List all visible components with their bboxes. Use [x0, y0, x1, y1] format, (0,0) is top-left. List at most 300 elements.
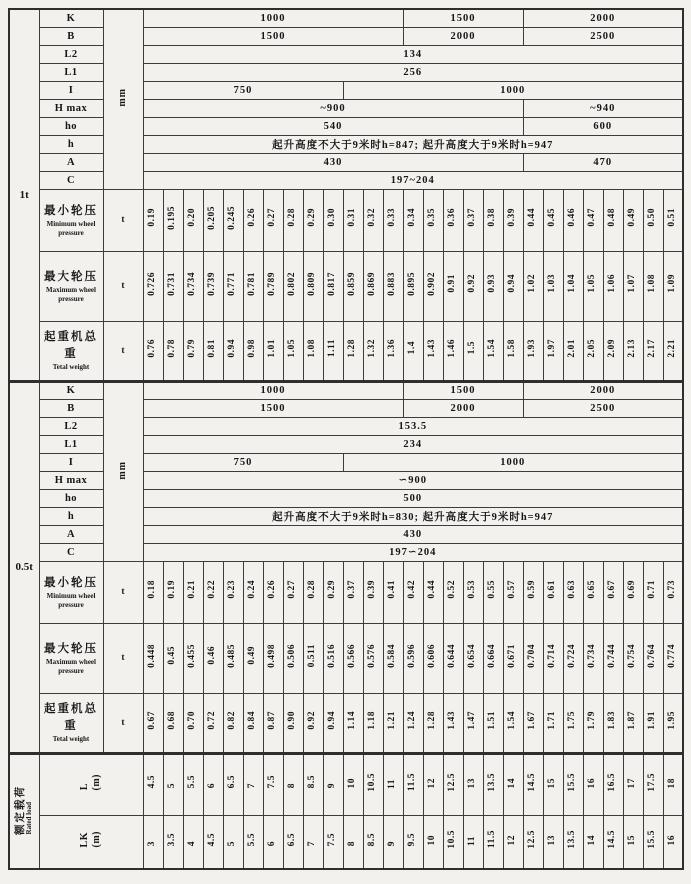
rotated-text: 0.22 — [207, 580, 218, 599]
row-label-en: Minimum wheel pressure — [46, 219, 96, 237]
rotated-text: 15.5 — [567, 772, 578, 792]
unit-t-cell: t — [103, 321, 143, 381]
value-cell — [303, 189, 323, 251]
rotated-text: L — [79, 783, 90, 791]
rotated-text: 0.26 — [267, 580, 278, 599]
span-value-cell — [543, 815, 563, 869]
value-cell — [463, 189, 483, 251]
value-cell — [203, 693, 223, 753]
rotated-text: 0.82 — [227, 710, 238, 730]
rotated-text: 0.809 — [307, 271, 318, 296]
dim-value-cell: 1000 — [343, 81, 683, 99]
value-cell — [443, 189, 463, 251]
row-label-zh: 最大轮压 — [44, 270, 98, 283]
value-cell — [443, 693, 463, 753]
param-label: ho — [39, 489, 103, 507]
rotated-text: 10 — [427, 835, 438, 846]
rotated-text: 0.37 — [347, 580, 358, 599]
dim-value-cell: 起升高度不大于9米时h=847; 起升高度大于9米时h=947 — [143, 135, 683, 153]
rotated-text: 1.58 — [507, 338, 518, 358]
value-cell — [583, 251, 603, 321]
value-cell — [343, 189, 363, 251]
value-cell — [163, 321, 183, 381]
dim-value-cell: 197∽204 — [143, 543, 683, 561]
rotated-text: 0.44 — [527, 208, 538, 227]
pressure-row-label — [39, 321, 103, 381]
rotated-text: 0.52 — [447, 580, 458, 599]
value-cell — [543, 189, 563, 251]
span-value-cell — [183, 815, 203, 869]
value-cell — [303, 561, 323, 623]
value-cell — [343, 561, 363, 623]
rotated-text: 1.75 — [567, 710, 578, 730]
rotated-text: 1.47 — [467, 710, 478, 730]
value-cell — [503, 321, 523, 381]
span-value-cell — [163, 753, 183, 815]
rotated-text: 0.28 — [307, 580, 318, 599]
row-label-en: Minimum wheel pressure — [46, 591, 96, 609]
rotated-text: 0.33 — [387, 208, 398, 227]
rotated-text: 0.455 — [187, 643, 198, 668]
rotated-text: 1.32 — [367, 338, 378, 358]
param-label: B — [39, 27, 103, 45]
value-cell — [483, 561, 503, 623]
param-label: L1 — [39, 63, 103, 81]
dim-value-cell: 153.5 — [143, 417, 683, 435]
value-cell — [583, 693, 603, 753]
rotated-text: 0.63 — [567, 580, 578, 599]
rotated-text: 1.91 — [647, 710, 658, 730]
rotated-text: 0.39 — [507, 208, 518, 227]
value-cell — [223, 561, 243, 623]
value-cell — [303, 251, 323, 321]
value-cell — [343, 251, 363, 321]
rotated-text: 0.19 — [167, 580, 178, 599]
rotated-text: 1.95 — [667, 710, 678, 730]
rotated-text: 16 — [667, 835, 678, 846]
rotated-text: 0.39 — [367, 580, 378, 599]
span-value-cell — [503, 753, 523, 815]
rotated-text: 4 — [187, 840, 198, 846]
rotated-text: 12.5 — [447, 772, 458, 792]
span-value-cell — [583, 753, 603, 815]
dim-value-cell: 197~204 — [143, 171, 683, 189]
rotated-text: 0.448 — [147, 643, 158, 668]
span-value-cell — [303, 753, 323, 815]
rotated-text: 0.94 — [507, 274, 518, 293]
rotated-text: 16.5 — [607, 772, 618, 792]
value-cell — [643, 189, 663, 251]
span-value-cell — [363, 815, 383, 869]
rotated-text: 10.5 — [447, 829, 458, 849]
rotated-text: (m) — [91, 831, 102, 848]
value-cell — [283, 561, 303, 623]
rotated-text: 1.05 — [287, 338, 298, 358]
value-cell — [403, 321, 423, 381]
value-cell — [543, 623, 563, 693]
value-cell — [483, 189, 503, 251]
value-cell — [203, 251, 223, 321]
value-cell — [423, 251, 443, 321]
param-label: h — [39, 507, 103, 525]
value-cell — [603, 693, 623, 753]
dim-value-cell: 1500 — [143, 27, 403, 45]
value-cell — [663, 251, 683, 321]
value-cell — [383, 189, 403, 251]
value-cell — [483, 623, 503, 693]
value-cell — [563, 623, 583, 693]
span-value-cell — [503, 815, 523, 869]
rotated-text: 11.5 — [487, 830, 498, 849]
span-value-cell — [283, 815, 303, 869]
span-value-cell — [223, 753, 243, 815]
rotated-text: 11.5 — [407, 772, 418, 792]
span-value-cell — [603, 753, 623, 815]
dim-value-cell: 1000 — [343, 453, 683, 471]
rotated-text: 1.36 — [387, 338, 398, 358]
span-value-cell — [343, 815, 363, 869]
rotated-text: 1.05 — [587, 274, 598, 293]
value-cell — [523, 623, 543, 693]
rotated-text: 10 — [347, 778, 358, 789]
rotated-text: 1.08 — [307, 338, 318, 358]
param-label: h — [39, 135, 103, 153]
value-cell — [143, 321, 163, 381]
value-cell — [523, 561, 543, 623]
unit-t-cell: t — [103, 623, 143, 693]
rotated-text: 1.21 — [387, 710, 398, 730]
param-label: I — [39, 453, 103, 471]
dim-value-cell: 234 — [143, 435, 683, 453]
crane-spec-table — [8, 8, 684, 870]
value-cell — [583, 189, 603, 251]
rotated-text: 0.195 — [167, 205, 178, 230]
row-label-zh: 最小轮压 — [44, 576, 98, 589]
param-label: A — [39, 153, 103, 171]
unit-t-cell: t — [103, 189, 143, 251]
value-cell — [283, 693, 303, 753]
rotated-text: 5 — [167, 783, 178, 789]
rotated-text: (m) — [91, 773, 102, 791]
rotated-text: 0.29 — [307, 208, 318, 227]
rotated-text: 5 — [227, 840, 238, 846]
rotated-text: 13.5 — [487, 772, 498, 792]
value-cell — [503, 693, 523, 753]
value-cell — [463, 693, 483, 753]
span-value-cell — [663, 815, 683, 869]
rotated-text: 7 — [247, 783, 258, 789]
dim-value-cell: 2000 — [403, 27, 523, 45]
rotated-text: 1.04 — [567, 274, 578, 293]
param-label: L1 — [39, 435, 103, 453]
rotated-text: 1.06 — [607, 274, 618, 293]
value-cell — [323, 561, 343, 623]
rotated-text: 2.17 — [647, 338, 658, 358]
rotated-text: 8.5 — [367, 832, 378, 846]
value-cell — [623, 693, 643, 753]
span-value-cell — [263, 815, 283, 869]
rotated-text: 1.54 — [487, 338, 498, 358]
dim-value-cell: 1500 — [403, 9, 523, 27]
value-cell — [143, 693, 163, 753]
rotated-text: 4.5 — [207, 832, 218, 846]
group-label: 1t — [9, 9, 39, 381]
value-cell — [483, 693, 503, 753]
span-value-cell — [563, 815, 583, 869]
span-value-cell — [243, 815, 263, 869]
rotated-text: 0.79 — [187, 338, 198, 358]
value-cell — [183, 693, 203, 753]
value-cell — [143, 189, 163, 251]
rotated-text: 14.5 — [607, 829, 618, 849]
span-value-cell — [643, 815, 663, 869]
rotated-text: 0.78 — [167, 338, 178, 358]
value-cell — [263, 693, 283, 753]
value-cell — [603, 321, 623, 381]
dim-value-cell: 750 — [143, 81, 343, 99]
value-cell — [223, 189, 243, 251]
rotated-text: 0.46 — [207, 646, 218, 665]
unit-t-cell: t — [103, 251, 143, 321]
value-cell — [283, 189, 303, 251]
param-label: L2 — [39, 45, 103, 63]
rotated-text: 0.781 — [247, 271, 258, 296]
value-cell — [643, 251, 663, 321]
rotated-text: 0.516 — [327, 643, 338, 668]
value-cell — [403, 189, 423, 251]
value-cell — [163, 623, 183, 693]
value-cell — [403, 623, 423, 693]
rotated-text: 0.654 — [467, 643, 478, 668]
dim-value-cell: 2500 — [523, 399, 683, 417]
value-cell — [203, 321, 223, 381]
rotated-text: 0.26 — [247, 208, 258, 227]
unit-mm-cell — [103, 9, 143, 189]
span-value-cell — [203, 815, 223, 869]
value-cell — [403, 561, 423, 623]
rotated-text: 3 — [147, 840, 158, 846]
rotated-text: 0.37 — [467, 208, 478, 227]
value-cell — [263, 251, 283, 321]
rotated-text: 1.87 — [627, 710, 638, 730]
rotated-text: 1.18 — [367, 710, 378, 730]
span-value-cell — [383, 753, 403, 815]
value-cell — [183, 321, 203, 381]
rotated-text: 2.21 — [667, 338, 678, 358]
dim-value-cell: 2000 — [403, 399, 523, 417]
dim-value-cell: 430 — [143, 525, 683, 543]
rotated-text: 3.5 — [167, 832, 178, 846]
rotated-text: 0.98 — [247, 338, 258, 358]
rotated-text: 0.739 — [207, 271, 218, 296]
value-cell — [623, 561, 643, 623]
value-cell — [263, 561, 283, 623]
rotated-text: 18 — [667, 778, 678, 789]
rotated-text: Rated load — [25, 802, 33, 835]
value-cell — [323, 693, 343, 753]
value-cell — [563, 561, 583, 623]
span-row-label — [39, 753, 143, 815]
value-cell — [363, 693, 383, 753]
rotated-text: 2.05 — [587, 338, 598, 358]
value-cell — [603, 623, 623, 693]
rotated-text: 1.01 — [267, 338, 278, 358]
rated-load-label — [9, 753, 39, 869]
rotated-text: 1.46 — [447, 338, 458, 358]
rotated-text: 9.5 — [407, 832, 418, 846]
rotated-text: 0.87 — [267, 710, 278, 730]
param-label: H max — [39, 471, 103, 489]
dim-value-cell: 1000 — [143, 9, 403, 27]
rotated-text: 0.91 — [447, 274, 458, 293]
span-value-cell — [143, 815, 163, 869]
rotated-text: 0.27 — [287, 580, 298, 599]
value-cell — [643, 693, 663, 753]
rotated-text: 0.57 — [507, 580, 518, 599]
row-label-zh: 最小轮压 — [44, 204, 98, 217]
rotated-text: 0.485 — [227, 643, 238, 668]
value-cell — [303, 693, 323, 753]
rotated-text: 0.90 — [287, 710, 298, 730]
value-cell — [323, 251, 343, 321]
rotated-text: 0.30 — [327, 208, 338, 227]
rotated-text: 15 — [627, 835, 638, 846]
rotated-text: 1.14 — [347, 710, 358, 730]
value-cell — [143, 251, 163, 321]
rotated-text: 7 — [307, 840, 318, 846]
rotated-text: 1.03 — [547, 274, 558, 293]
rotated-text: 1.43 — [427, 338, 438, 358]
span-value-cell — [423, 815, 443, 869]
value-cell — [423, 321, 443, 381]
rotated-text: 1.51 — [487, 710, 498, 730]
span-value-cell — [203, 753, 223, 815]
value-cell — [283, 321, 303, 381]
value-cell — [223, 251, 243, 321]
span-row-label — [39, 815, 143, 869]
value-cell — [263, 623, 283, 693]
span-value-cell — [663, 753, 683, 815]
dim-value-cell: 2000 — [523, 9, 683, 27]
rotated-text: 0.51 — [667, 208, 678, 227]
rotated-text: 0.68 — [167, 710, 178, 730]
rotated-text: 0.724 — [567, 643, 578, 668]
value-cell — [383, 561, 403, 623]
rotated-text: 0.734 — [587, 643, 598, 668]
span-value-cell — [403, 753, 423, 815]
rotated-text: 13 — [467, 778, 478, 789]
rotated-text: 0.81 — [207, 338, 218, 358]
rotated-text: 0.67 — [147, 710, 158, 730]
rotated-text: 0.24 — [247, 580, 258, 599]
rotated-text: 0.94 — [327, 710, 338, 730]
rotated-text: 1.67 — [527, 710, 538, 730]
rotated-text: 0.21 — [187, 580, 198, 599]
rotated-text: 1.71 — [547, 710, 558, 730]
value-cell — [323, 189, 343, 251]
rotated-text: 0.93 — [487, 274, 498, 293]
rotated-text: 0.53 — [467, 580, 478, 599]
dim-value-cell: 2000 — [523, 381, 683, 399]
value-cell — [463, 321, 483, 381]
dim-value-cell: 起升高度不大于9米时h=830; 起升高度大于9米时h=947 — [143, 507, 683, 525]
rotated-text: 6 — [267, 840, 278, 846]
group-label: 0.5t — [9, 381, 39, 753]
rotated-text: 0.817 — [327, 271, 338, 296]
value-cell — [423, 623, 443, 693]
rotated-text: 0.42 — [407, 580, 418, 599]
value-cell — [383, 251, 403, 321]
value-cell — [263, 189, 283, 251]
span-value-cell — [463, 753, 483, 815]
rotated-text: 2.13 — [627, 338, 638, 358]
span-value-cell — [323, 753, 343, 815]
unit-mm-cell — [103, 381, 143, 561]
value-cell — [503, 251, 523, 321]
rotated-text: 0.20 — [187, 208, 198, 227]
value-cell — [243, 251, 263, 321]
span-value-cell — [563, 753, 583, 815]
rotated-text: 0.47 — [587, 208, 598, 227]
rotated-text: 0.902 — [427, 271, 438, 296]
value-cell — [523, 321, 543, 381]
dim-value-cell: 470 — [523, 153, 683, 171]
value-cell — [163, 189, 183, 251]
rotated-text: 0.566 — [347, 643, 358, 668]
value-cell — [243, 321, 263, 381]
value-cell — [523, 251, 543, 321]
row-label-zh: 最大轮压 — [44, 642, 98, 655]
span-value-cell — [343, 753, 363, 815]
value-cell — [563, 693, 583, 753]
span-value-cell — [363, 753, 383, 815]
rotated-text: 5.5 — [247, 832, 258, 846]
span-value-cell — [183, 753, 203, 815]
rotated-text: 0.29 — [327, 580, 338, 599]
rotated-text: 1.24 — [407, 710, 418, 730]
value-cell — [443, 623, 463, 693]
rotated-text: 1.28 — [427, 710, 438, 730]
value-cell — [183, 189, 203, 251]
rotated-text: 0.714 — [547, 643, 558, 668]
value-cell — [243, 623, 263, 693]
value-cell — [623, 321, 643, 381]
rotated-text: 1.09 — [667, 274, 678, 293]
value-cell — [623, 251, 643, 321]
value-cell — [583, 321, 603, 381]
rotated-text: 0.84 — [247, 710, 258, 730]
rotated-text: 0.789 — [267, 271, 278, 296]
value-cell — [363, 623, 383, 693]
rotated-text: 13 — [547, 835, 558, 846]
rotated-text: mm — [117, 88, 128, 108]
rotated-text: 8 — [287, 783, 298, 789]
span-value-cell — [443, 753, 463, 815]
rotated-text: 1.28 — [347, 338, 358, 358]
value-cell — [483, 251, 503, 321]
unit-t-cell: t — [103, 561, 143, 623]
rotated-text: 12 — [507, 835, 518, 846]
value-cell — [663, 561, 683, 623]
rotated-text: 0.802 — [287, 271, 298, 296]
rotated-text: 4.5 — [147, 775, 158, 789]
span-value-cell — [483, 815, 503, 869]
rotated-text: 0.671 — [507, 643, 518, 668]
rotated-text: 0.498 — [267, 643, 278, 668]
rotated-text: 1.79 — [587, 710, 598, 730]
value-cell — [283, 251, 303, 321]
rotated-text: 1.07 — [627, 274, 638, 293]
